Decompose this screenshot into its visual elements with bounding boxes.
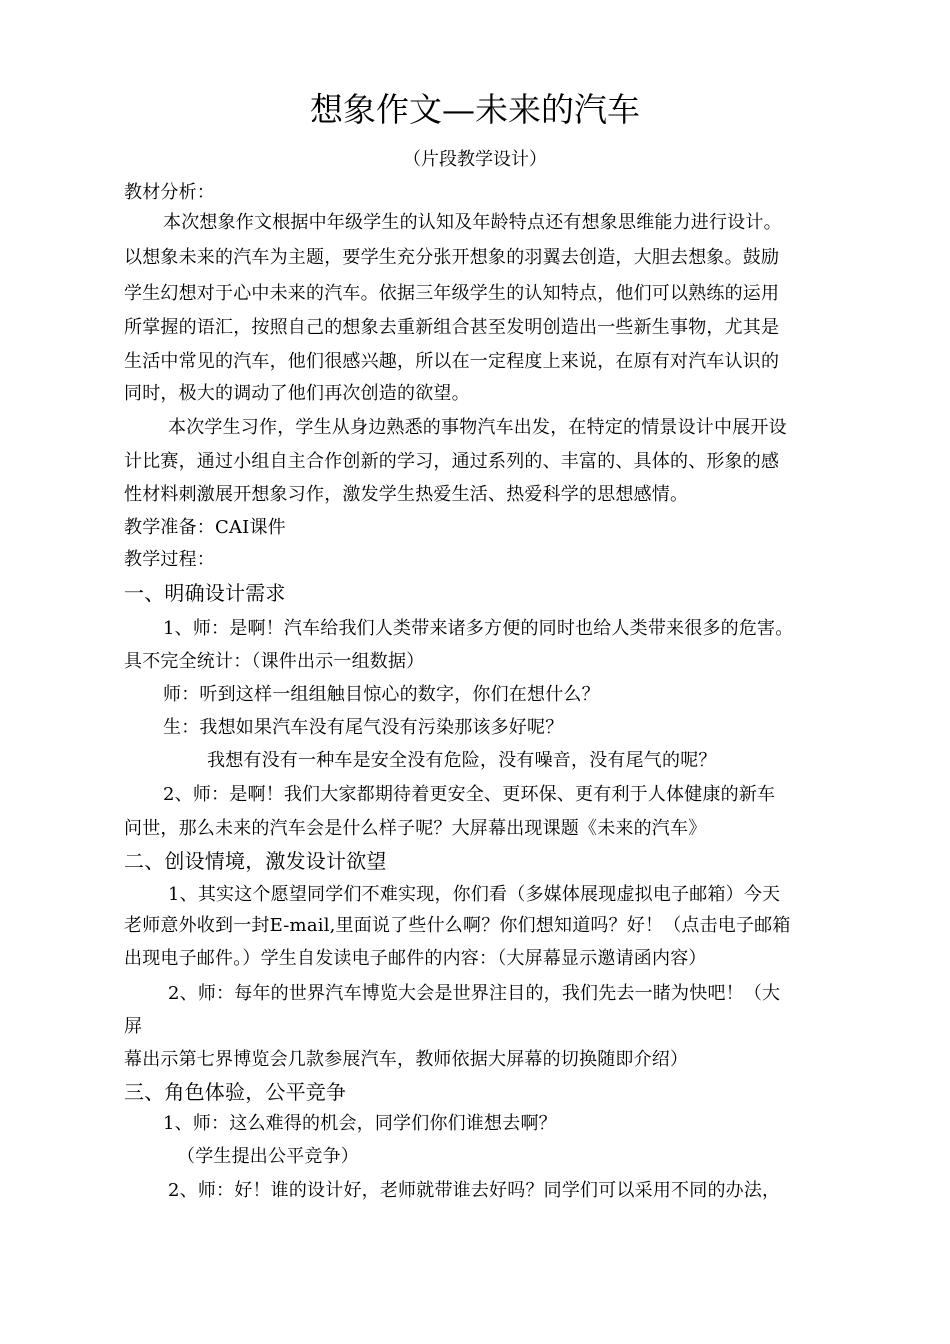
paragraph-line: 生活中常见的汽车，他们很感兴趣，所以在一定程度上来说，在原有对汽车认识的	[124, 351, 780, 372]
paragraph-line: 老师意外收到一封E-mail,里面说了些什么啊？你们想知道吗？好！（点击电子邮箱	[124, 915, 791, 936]
paragraph-line: 学生幻想对于心中未来的汽车。依据三年级学生的认知特点，他们可以熟练的运用	[124, 283, 780, 304]
paragraph-line: 本次想象作文根据中年级学生的认知及年龄特点还有想象思维能力进行设计。	[163, 212, 782, 233]
paragraph-line: 2、师：好！谁的设计好，老师就带谁去好吗？同学们可以采用不同的办法，	[168, 1180, 781, 1201]
paragraph-line: 屏	[124, 1016, 143, 1037]
section-heading-3: 三、角色体验，公平竞争	[124, 1080, 347, 1104]
paragraph-line: 1、师：是啊！汽车给我们人类带来诸多方便的同时也给人类带来很多的危害。	[163, 618, 794, 639]
paragraph-line: 同时，极大的调动了他们再次创造的欲望。	[124, 383, 470, 404]
section-label-preparation: 教学准备：CAI课件	[124, 517, 286, 538]
paragraph-line: （学生提出公平竞争）	[177, 1146, 359, 1167]
paragraph-line: 1、师：这么难得的机会，同学们你们谁想去啊？	[163, 1113, 557, 1134]
paragraph-line: 师：听到这样一组组触目惊心的数字，你们在想什么？	[163, 684, 600, 705]
paragraph-line: 性材料刺激展开想象习作，激发学生热爱生活、热爱科学的思想感情。	[124, 484, 689, 505]
paragraph-line: 所掌握的语汇，按照自己的想象去重新组合甚至发明创造出一些新生事物，尤其是	[124, 317, 780, 338]
paragraph-line: 2、师：是啊！我们大家都期待着更安全、更环保、更有利于人体健康的新车	[163, 784, 776, 805]
document-title: 想象作文—未来的汽车	[310, 90, 640, 129]
paragraph-line: 2、师：每年的世界汽车博览大会是世界注目的，我们先去一睹为快吧！（大	[168, 983, 781, 1004]
section-label-material: 教材分析：	[124, 182, 215, 203]
paragraph-line: 计比赛，通过小组自主合作创新的学习，通过系列的、丰富的、具体的、形象的感	[124, 451, 780, 472]
document-subtitle: （片段教学设计）	[403, 149, 547, 170]
section-label-process: 教学过程：	[124, 549, 215, 570]
paragraph-line: 我想有没有一种车是安全没有危险，没有噪音，没有尾气的呢？	[207, 750, 717, 771]
section-heading-1: 一、明确设计需求	[124, 581, 286, 605]
paragraph-line: 1、其实这个愿望同学们不难实现，你们看（多媒体展现虚拟电子邮箱）今天	[168, 884, 781, 905]
paragraph-line: 生：我想如果汽车没有尾气没有污染那该多好呢？	[163, 717, 564, 738]
paragraph-line: 本次学生习作，学生从身边熟悉的事物汽车出发，在特定的情景设计中展开设	[168, 417, 787, 438]
section-heading-2: 二、创设情境，激发设计欲望	[124, 849, 387, 873]
paragraph-line: 以想象未来的汽车为主题，要学生充分张开想象的羽翼去创造，大胆去想象。鼓励	[124, 247, 780, 268]
paragraph-line: 出现电子邮件。）学生自发读电子邮件的内容：（大屏幕显示邀请函内容）	[124, 948, 707, 969]
paragraph-line: 具不完全统计：（课件出示一组数据）	[124, 651, 425, 672]
paragraph-line: 幕出示第七界博览会几款参展汽车，教师依据大屏幕的切换随即介绍）	[124, 1049, 689, 1070]
paragraph-line: 问世，那么未来的汽车会是什么样子呢？大屏幕出现课题《未来的汽车》	[124, 818, 707, 839]
